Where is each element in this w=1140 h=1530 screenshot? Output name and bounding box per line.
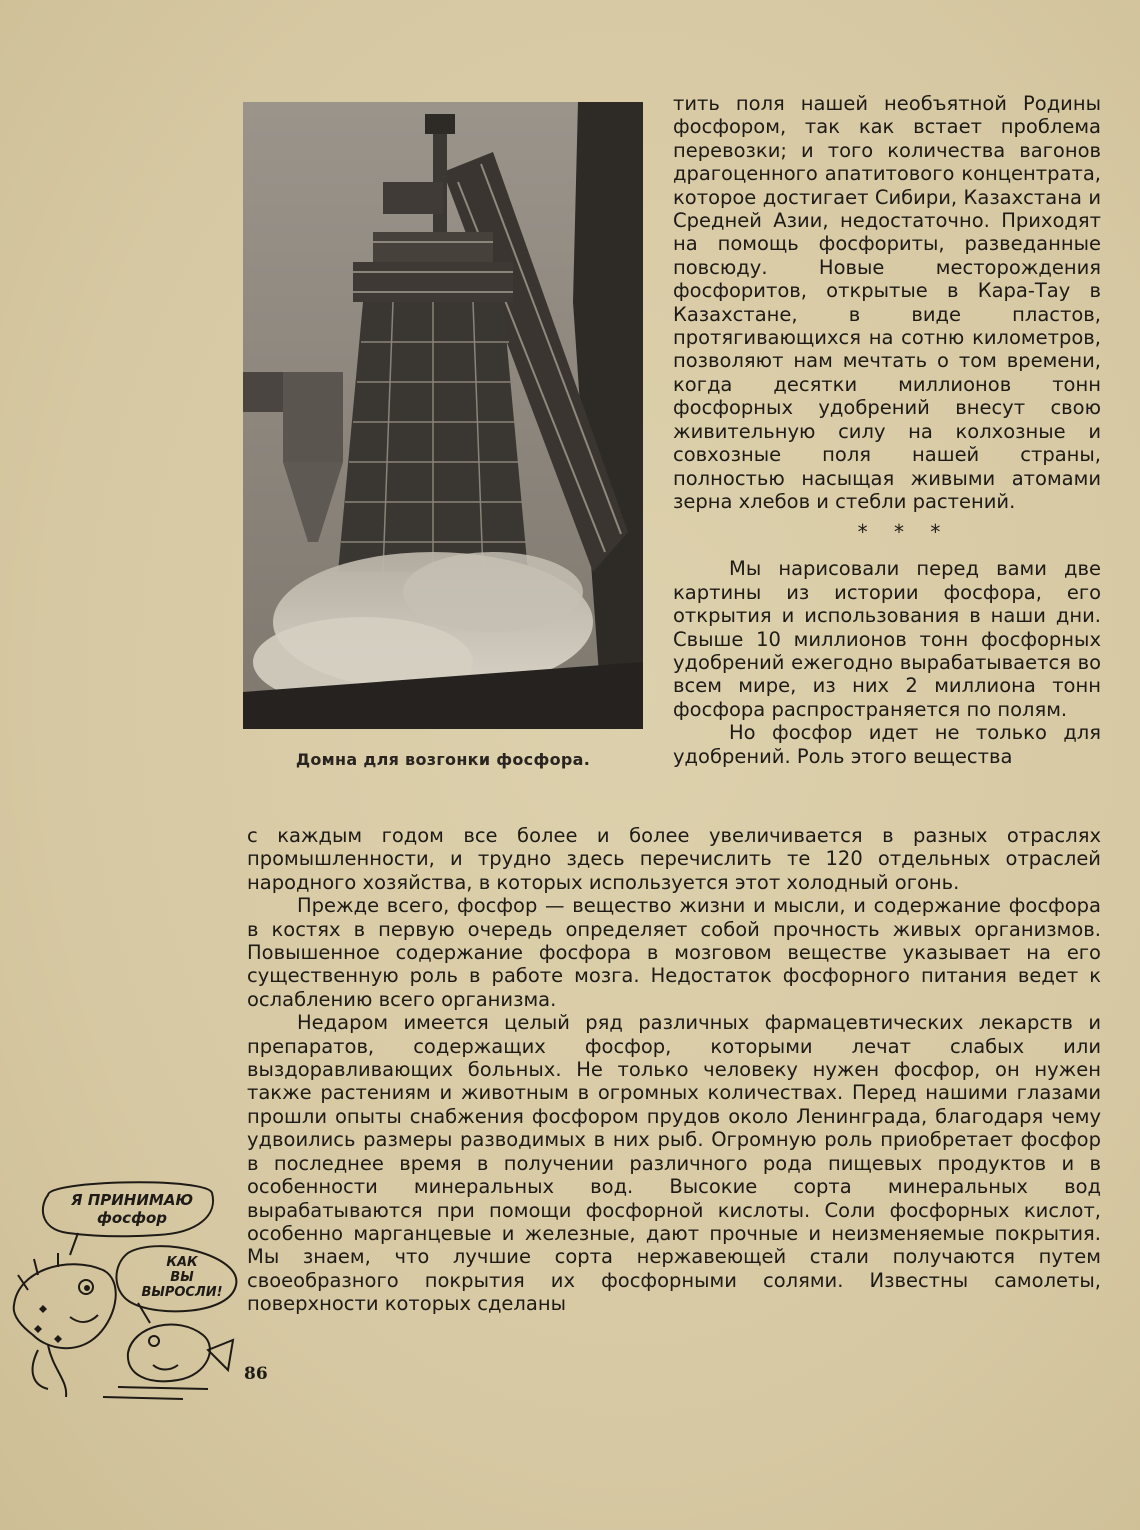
paragraph: Прежде всего, фосфор — вещество жизни и мысли, и содержание фосфора в костях в первую очередь определяет собой прочность живых организмов. Повышенное содержание фосфора в мозговом веществе указывает на его существенную роль в работе мозга. Недостаток фосфорного питания ведет к ослаблению всего организма. bbox=[247, 894, 1101, 1011]
photo-caption: Домна для возгонки фосфора. bbox=[295, 750, 591, 769]
cartoon-bubble-1: Я ПРИНИМАЮ фосфор bbox=[70, 1191, 194, 1227]
paragraph: Но фосфор идет не только для удобрений. Роль этого вещества bbox=[673, 721, 1101, 768]
blast-furnace-photo bbox=[243, 102, 643, 729]
cartoon-bubble-2: КАК ВЫ ВЫРОСЛИ! bbox=[141, 1255, 223, 1300]
page-number: 86 bbox=[244, 1364, 268, 1384]
paragraph: тить поля нашей необъятной Родины фосфором, так как встает проблема перевозки; и того количества вагонов драгоценного апатитового концентрата, которое достигает Сибири, Казахстана и Средней Азии, недостаточно. Приходят на помощь фосфориты, разведанные повсюду. Новые месторождения фосфоритов, открытые в Кара-Тау в Казахстане, в виде пластов, протягивающихся на сотню километров, позволяют нам мечтать о том времени, когда десятки миллионов тонн фосфорных удобрений внесут свою живительную силу на колхозные и совхозные поля нашей страны, полностью насыщая живыми атомами зерна хлебов и стебли растений. bbox=[673, 92, 1101, 513]
section-separator: * * * bbox=[857, 520, 951, 545]
fish-cartoon bbox=[8, 1175, 244, 1405]
right-column-text bbox=[673, 92, 1101, 768]
paragraph: Мы нарисовали перед вами две картины из истории фосфора, его открытия и использования в наши дни. Свыше 10 миллионов тонн фосфорных удобрений ежегодно вырабатывается во всем мире, из них 2 миллиона тонн фосфора распространяется по полям. bbox=[673, 557, 1101, 721]
full-width-text bbox=[247, 824, 1101, 1316]
paragraph: с каждым годом все более и более увеличивается в разных отраслях промышленности, и трудно здесь перечислить те 120 отдельных отраслей народного хозяйства, в которых используется этот холодный огонь. bbox=[247, 824, 1101, 894]
paragraph: Недаром имеется целый ряд различных фармацевтических лекарств и препаратов, содержащих фосфор, которыми лечат слабых или выздоравливающих больных. Не только человеку нужен фосфор, он нужен также растениям и животным в огромных количествах. Перед нашими глазами прошли опыты снабжения фосфором прудов около Ленинграда, благодаря чему удвоились размеры разводимых в них рыб. Огромную роль приобретает фосфор в последнее время в получении различного рода пищевых продуктов и в особенности минеральных вод. Высокие сорта минеральных вод вырабатываются при помощи фосфорной кислоты. Соли фосфорных кислот, особенно марганцевые и железные, дают прочные и неизменяемые покрытия. Мы знаем, что лучшие сорта нержавеющей стали получаются путем своеобразного покрытия их фосфорными солями. Известны самолеты, поверхности которых сделаны bbox=[247, 1011, 1101, 1316]
